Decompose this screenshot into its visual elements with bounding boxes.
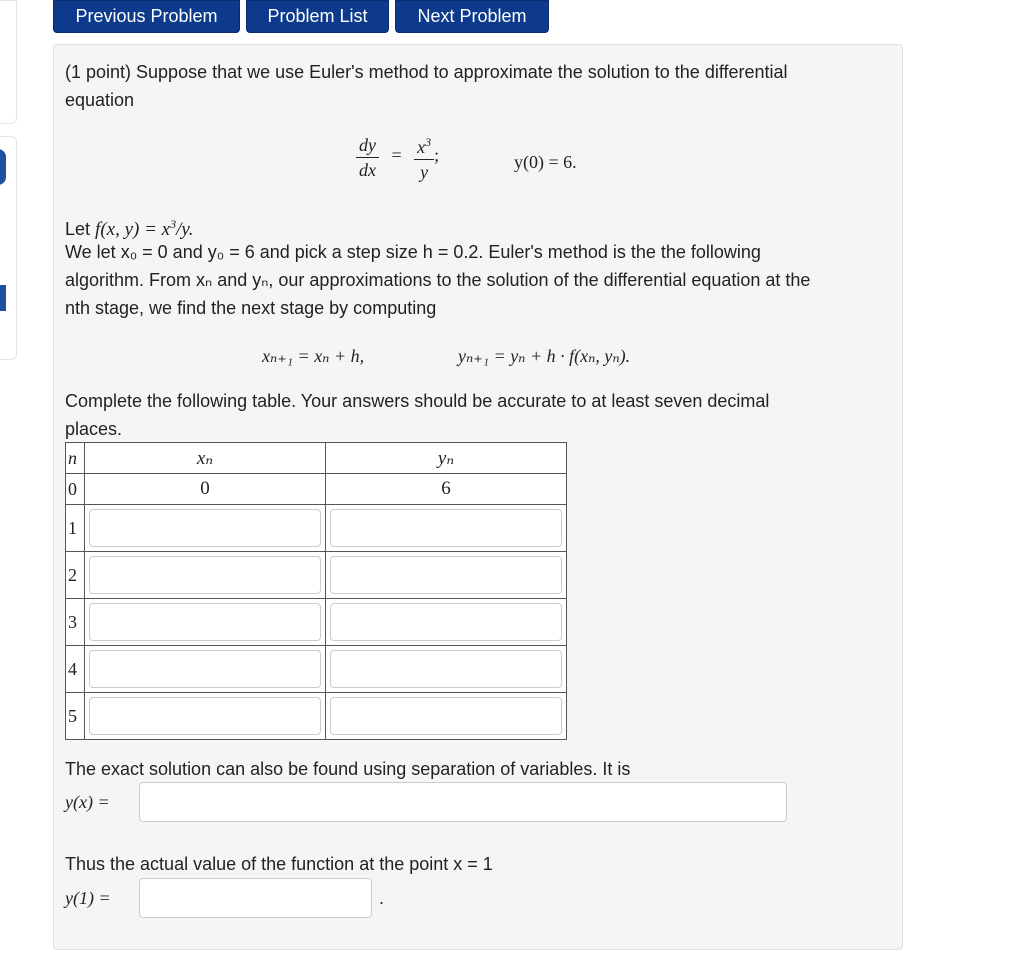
table-row	[66, 693, 567, 740]
exact-solution-label: y(x) =	[65, 792, 110, 812]
formula-x-step: xₙ₊₁ = xₙ + h,	[262, 346, 365, 366]
x1-input[interactable]	[89, 509, 321, 547]
y2-input[interactable]	[330, 556, 562, 594]
x3-input[interactable]	[89, 603, 321, 641]
y1-input[interactable]	[330, 509, 562, 547]
header-xn: xₙ	[85, 443, 326, 474]
row-index: 3	[66, 599, 85, 646]
x2-input[interactable]	[89, 556, 321, 594]
actual-value-input[interactable]	[139, 878, 372, 918]
table-row	[66, 474, 567, 505]
table-row	[66, 599, 567, 646]
y3-input[interactable]	[330, 603, 562, 641]
function-definition: Let f(x, $y) = x^3/y$.	[65, 217, 194, 240]
problem-intro-line2: equation	[65, 90, 135, 110]
problem-list-button[interactable]: Problem List	[246, 0, 389, 33]
row-index: 0	[66, 474, 85, 505]
side-panel-top	[0, 0, 17, 124]
row-index: 1	[66, 505, 85, 552]
initial-condition: y(0) = 6.	[514, 152, 577, 172]
euler-description-line1: We let x₀ = 0 and y₀ = 6 and pick a step size h = 0.2. Euler's method is the the following	[65, 242, 761, 262]
problem-intro-line1: (1 point) Suppose that we use Euler's method to approximate the solution to the differential	[65, 62, 788, 82]
y4-input[interactable]	[330, 650, 562, 688]
table-row	[66, 505, 567, 552]
header-yn: yₙ	[326, 443, 567, 474]
x4-input[interactable]	[89, 650, 321, 688]
x0-value: 0	[85, 474, 326, 505]
x5-input[interactable]	[89, 697, 321, 735]
side-tab[interactable]	[0, 149, 6, 185]
row-index: 4	[66, 646, 85, 693]
table-instructions-line2: places.	[65, 419, 123, 439]
header-n: n	[66, 443, 85, 474]
ode-rhs-fraction: $\frac{x^3}{y}$	[414, 130, 434, 184]
actual-value-text: Thus the actual value of the function at the point x = 1	[65, 854, 493, 874]
euler-description-line3: nth stage, we find the next stage by computing	[65, 298, 437, 318]
previous-problem-button[interactable]: Previous Problem	[53, 0, 240, 33]
side-marker	[0, 285, 6, 311]
y5-input[interactable]	[330, 697, 562, 735]
ode-equation: $\frac{dy}{dx}$ = $\frac{x^3}{y}$ ;	[356, 130, 439, 184]
y0-value: 6	[326, 474, 567, 505]
exact-solution-text: The exact solution can also be found using separation of variables. It is	[65, 759, 631, 779]
euler-table	[65, 442, 567, 740]
exact-solution-input[interactable]	[139, 782, 787, 822]
table-instructions-line1: Complete the following table. Your answers should be accurate to at least seven decimal	[65, 391, 770, 411]
table-row	[66, 646, 567, 693]
next-problem-button[interactable]: Next Problem	[395, 0, 549, 33]
table-row	[66, 552, 567, 599]
ode-lhs-fraction: $\frac{dy}{dx}$	[356, 133, 379, 182]
formula-y-step: yₙ₊₁ = yₙ + h · f(xₙ, yₙ).	[458, 346, 631, 366]
actual-value-label: y(1) =	[65, 888, 111, 908]
actual-value-period: .	[379, 888, 385, 908]
row-index: 2	[66, 552, 85, 599]
row-index: 5	[66, 693, 85, 740]
table-header-row	[66, 443, 567, 474]
euler-description-line2: algorithm. From xₙ and yₙ, our approximations to the solution of the differential equation at the	[65, 270, 811, 290]
